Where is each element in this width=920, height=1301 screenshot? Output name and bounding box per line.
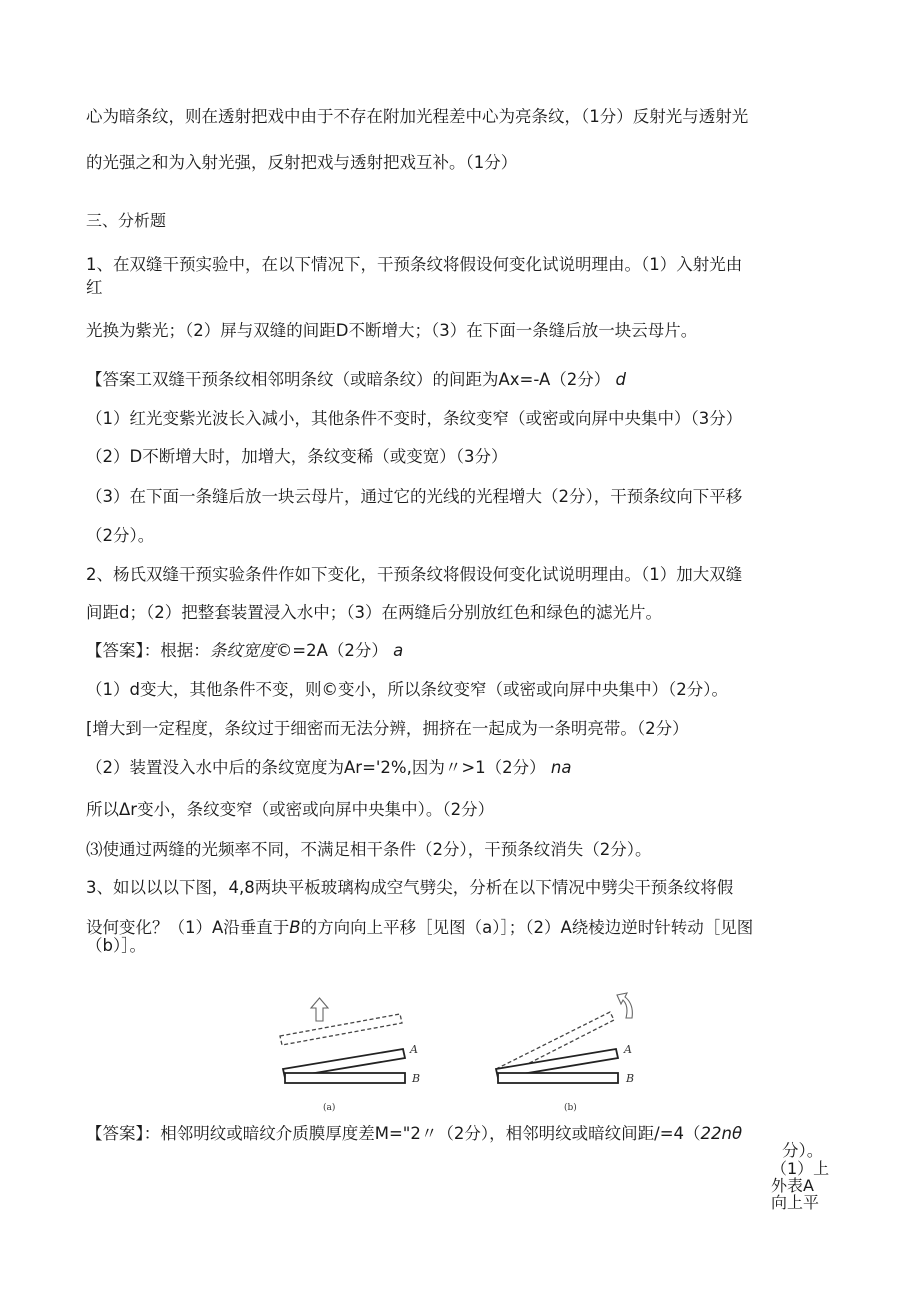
answer-1-part: （2）D不断增大时，加增大，条纹变稀（或变宽）（3分） [86,447,508,466]
answer-1-part: （2分）。 [86,526,155,545]
figure-b-label: (b) [564,1103,577,1113]
answer-3-formula: 22nθ [700,1124,743,1143]
answer-1-text [86,370,626,390]
overflow-text: 外表A [771,1176,814,1195]
answer-1-formula: 【答案工双缝干预条纹相邻明条纹（或暗条纹）的间距为Ax=-A（2分） [86,370,611,389]
plate-b [285,1073,405,1083]
figure-a-label: (a) [323,1103,336,1113]
plate-b-label: B [626,1072,635,1085]
question-3-text: （b）］。 [86,936,146,955]
question-3-text-part: 设何变化？（1）A沿垂直于 [86,918,290,937]
up-arrow-icon [311,998,328,1021]
question-3-text-part: 的方向向上平移［见图（a）］；（2）A绕棱边逆时针转动［见图 [300,918,754,937]
answer-2-part-variable: na [550,758,572,777]
question-3-text [86,918,753,938]
answer-2-part [86,758,572,778]
question-1-text: 1、在双缝干预实验中，在以下情况下，干预条纹将假设何变化试说明理由。（1）入射光由 [86,255,743,274]
answer-1-part: （3）在下面一条缝后放一块云母片，通过它的光线的光程增大（2分），干预条纹向下平移 [86,487,743,506]
answer-2-formula-label: 条纹宽度©= [209,641,307,660]
text-line: 心为暗条纹，则在透射把戏中由于不存在附加光程差中心为亮条纹，（1分）反射光与透射光 [86,107,749,126]
rotate-arrow-icon [617,993,632,1018]
answer-1-variable: d [615,370,626,389]
text-line: 的光强之和为入射光强，反射把戏与透射把戏互补。（1分） [86,153,518,172]
question-2-text: 2、杨氏双缝干预实验条件作如下变化，干预条纹将假设何变化试说明理由。（1）加大双缝 [86,565,743,584]
figure-a [280,998,420,1113]
question-1-text: 红 [86,278,103,297]
plate-a-label: A [410,1043,418,1056]
answer-2-part: （1）d变大，其他条件不变，则©变小，所以条纹变窄（或密或向屏中央集中）（2分）。 [86,680,728,699]
answer-1-part: （1）红光变紫光波长入减小，其他条件不变时，条纹变窄（或密或向屏中央集中）（3分） [86,409,743,428]
section-heading: 三、分析题 [86,211,167,230]
plate-a-moved [280,1014,402,1045]
answer-3-body: 【答案】：相邻明纹或暗纹介质膜厚度差M="2〃（2分），相邻明纹或暗纹间距/=4（ [86,1124,701,1143]
answer-2-part-text: （2）装置没入水中后的条纹宽度为Ar='2%,因为〃>1（2分） [86,758,546,777]
overflow-text: 向上平 [771,1193,820,1212]
answer-2-variable: a [393,641,404,660]
answer-2-part: ⑶使通过两缝的光频率不同，不满足相干条件（2分），干预条纹消失（2分）。 [86,840,652,859]
plate-b [498,1073,618,1083]
plate-a-label: A [624,1043,632,1056]
answer-2-part: 所以Δr变小，条纹变窄（或密或向屏中央集中）。（2分） [86,800,495,819]
answer-3-score: 分）。 [782,1141,824,1160]
question-2-text: 间距d；（2）把整套装置浸入水中；（3）在两缝后分别放红色和绿色的滤光片。 [86,603,662,622]
question-3-variable: B [289,918,301,937]
answer-3-text [86,1124,742,1144]
answer-2-part: [增大到一定程度，条纹过于细密而无法分辨，拥挤在一起成为一条明亮带。（2分） [86,719,689,738]
answer-2-formula: 2A（2分） [306,641,388,660]
answer-2-label: 【答案】：根据： [86,641,210,660]
overflow-text: （1）上 [771,1159,830,1178]
question-1-text: 光换为紫光；（2）屏与双缝的间距D不断增大；（3）在下面一条缝后放一块云母片。 [86,321,698,340]
answer-2-text [86,641,403,661]
figure-b [496,993,634,1113]
question-3-text: 3、如以以以下图，4,8两块平板玻璃构成空气劈尖，分析在以下情况中劈尖干预条纹将假 [86,878,734,897]
air-wedge-figure [278,990,648,1120]
plate-b-label: B [412,1072,421,1085]
